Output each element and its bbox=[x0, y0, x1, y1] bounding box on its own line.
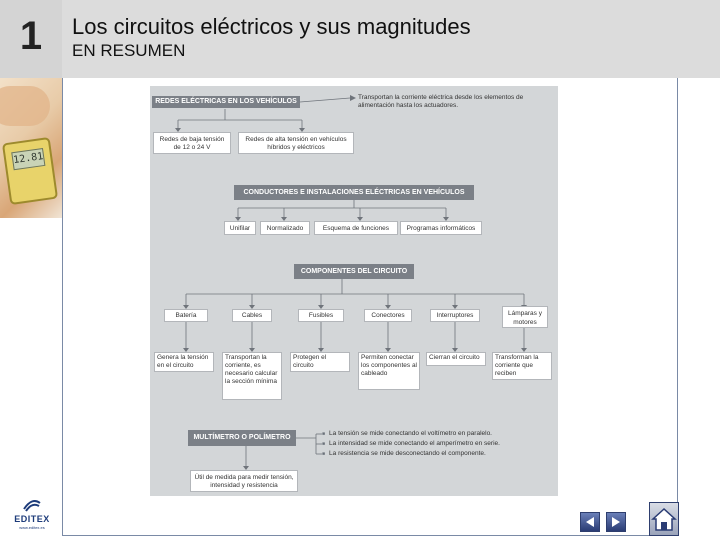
multimetro-title: MULTÍMETRO O POLÍMETRO bbox=[188, 430, 296, 446]
component-description: Genera la tensión en el circuito bbox=[154, 352, 214, 372]
arrow-right-icon bbox=[609, 515, 623, 529]
editex-logo-icon bbox=[23, 498, 41, 512]
multimeter-photo bbox=[0, 78, 62, 218]
page-title: Los circuitos eléctricos y sus magnitudes bbox=[72, 14, 471, 39]
editex-logo bbox=[10, 498, 54, 534]
previous-button[interactable] bbox=[580, 512, 600, 532]
component-description: Protegen el circuito bbox=[290, 352, 350, 372]
component-item: Fusibles bbox=[298, 309, 344, 322]
component-item: Interruptores bbox=[430, 309, 480, 322]
conductores-item: Unifilar bbox=[224, 221, 256, 235]
component-description: Transportan la corriente, es necesario calcular la sección mínima bbox=[222, 352, 282, 400]
conductores-item: Esquema de funciones bbox=[314, 221, 398, 235]
component-description: Transforman la corriente que reciben bbox=[492, 352, 552, 380]
multimetro-bullets bbox=[322, 429, 554, 459]
home-icon bbox=[650, 503, 678, 535]
conductores-item: Programas informáticos bbox=[400, 221, 482, 235]
summary-diagram bbox=[150, 86, 558, 496]
hand-image bbox=[0, 86, 50, 126]
component-item: Batería bbox=[164, 309, 208, 322]
multimetro-bullet: ■ La tensión se mide conectando el voltímetro en paralelo. bbox=[322, 429, 554, 439]
component-item: Conectores bbox=[364, 309, 412, 322]
redes-note: Transportan la corriente eléctrica desde los elementos de alimentación hasta los actuadores. bbox=[358, 94, 524, 109]
home-button[interactable] bbox=[649, 502, 679, 536]
conductores-title: CONDUCTORES E INSTALACIONES ELÉCTRICAS EN VEHÍCULOS bbox=[234, 185, 474, 200]
multimetro-description: Útil de medida para medir tensión, intensidad y resistencia bbox=[190, 470, 298, 492]
high-voltage-box: Redes de alta tensión en vehículos híbridos y eléctricos bbox=[238, 132, 354, 154]
component-item: Lámparas y motores bbox=[502, 306, 548, 328]
low-voltage-box: Redes de baja tensión de 12 o 24 V bbox=[153, 132, 231, 154]
multimetro-bullet: ■ La intensidad se mide conectando el amperímetro en serie. bbox=[322, 439, 554, 449]
conductores-item: Normalizado bbox=[260, 221, 310, 235]
component-item: Cables bbox=[232, 309, 272, 322]
redes-title: REDES ELÉCTRICAS EN LOS VEHÍCULOS bbox=[152, 96, 300, 108]
next-button[interactable] bbox=[606, 512, 626, 532]
component-description: Cierran el circuito bbox=[426, 352, 486, 366]
multimetro-bullet: ■ La resistencia se mide desconectando el componente. bbox=[322, 449, 554, 459]
multimeter-icon bbox=[2, 137, 58, 205]
componentes-title: COMPONENTES DEL CIRCUITO bbox=[294, 264, 414, 279]
arrow-left-icon bbox=[583, 515, 597, 529]
meter-display: 12.81 bbox=[11, 148, 45, 170]
logo-text: EDITEX bbox=[14, 514, 50, 524]
chapter-number: 1 bbox=[19, 14, 43, 58]
header-bar bbox=[0, 0, 720, 78]
page-subtitle: EN RESUMEN bbox=[72, 41, 186, 60]
logo-url: www.editex.es bbox=[19, 525, 45, 530]
chapter-badge bbox=[0, 0, 62, 78]
component-description: Permiten conectar los componentes al cableado bbox=[358, 352, 420, 390]
